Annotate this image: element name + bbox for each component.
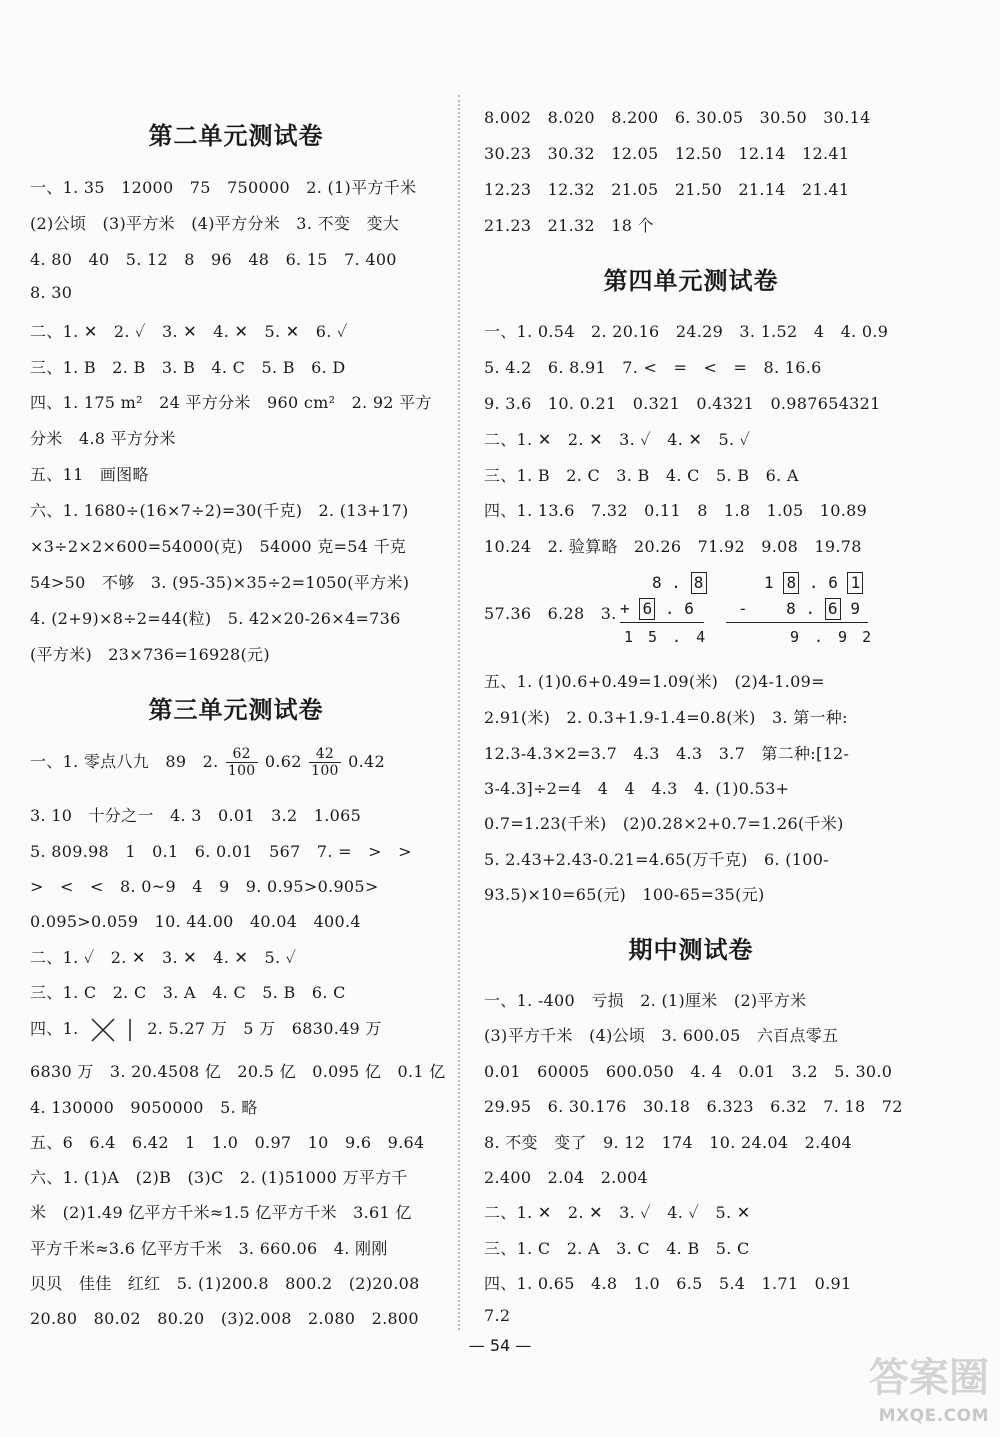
answer-line: 4. 130000 9050000 5. 略 <box>30 1098 258 1117</box>
answer-line: 三、1. C 2. C 3. A 4. C 5. B 6. C <box>30 983 346 1002</box>
section-title-unit4: 第四单元测试卷 <box>603 266 779 295</box>
digit: 9 <box>850 599 860 618</box>
answer-line: 12.23 12.32 21.05 21.50 21.14 21.41 <box>484 180 850 199</box>
fraction-numerator: 62 <box>226 746 258 763</box>
answer-line: 三、1. B 2. B 3. B 4. C 5. B 6. D <box>30 358 346 377</box>
answer-line: 0.095>0.059 10. 44.00 40.04 400.4 <box>30 912 361 931</box>
digit: 1 <box>764 573 774 592</box>
fraction <box>226 746 258 779</box>
answer-line: 93.5)×10=65(元) 100-65=35(元) <box>484 885 765 904</box>
answer-text: 一、1. 零点八九 89 2. <box>30 752 219 771</box>
minus-sign: - <box>738 599 748 618</box>
answer-line-fractions <box>30 746 385 779</box>
answer-line: 0.01 60005 600.050 4. 4 0.01 3.2 5. 30.0 <box>484 1062 893 1081</box>
answer-line: 4. (2+9)×8÷2=44(粒) 5. 42×20-26×4=736 <box>30 609 401 628</box>
answer-text: 0.62 <box>264 752 302 771</box>
digit: 6 <box>684 599 694 618</box>
answer-line: 2.91(米) 2. 0.3+1.9-1.4=0.8(米) 3. 第一种: <box>484 708 848 727</box>
answer-line-diagram <box>30 1016 382 1043</box>
filled-box: 8 <box>783 572 799 594</box>
answer-line: 20.80 80.02 80.20 (3)2.008 2.080 2.800 <box>30 1309 419 1328</box>
answer-line: 21.23 21.32 18 个 <box>484 216 654 235</box>
answer-line: ×3÷2×2×600=54000(克) 54000 克=54 千克 <box>30 537 407 556</box>
answer-line: 米 (2)1.49 亿平方千米≈1.5 亿平方千米 3.61 亿 <box>30 1203 412 1222</box>
answer-line: 8. 30 <box>30 283 73 302</box>
answer-line: (2)公顷 (3)平方米 (4)平方分米 3. 不变 变大 <box>30 214 400 233</box>
page-number: — 54 — <box>468 1336 532 1355</box>
answer-line: 4. 80 40 5. 12 8 96 48 6. 15 7. 400 <box>30 250 397 269</box>
answer-line: 平方千米≈3.6 亿平方千米 3. 660.06 4. 刚刚 <box>30 1239 388 1258</box>
answer-line: > < < 8. 0~9 4 9 9. 0.95>0.905> <box>30 877 379 896</box>
answer-line: 二、1. ✕ 2. ✕ 3. ✓ 4. ✕ 5. ✓ <box>484 430 751 449</box>
vertical-subtraction: 1 8 . 6 1 - 8 . 6 9 9 . 9 2 <box>726 572 868 648</box>
section-title-unit2: 第二单元测试卷 <box>148 121 324 150</box>
answer-line: 54>50 不够 3. (95-35)×35÷2=1050(平方米) <box>30 573 410 592</box>
answer-line: 12.3-4.3×2=3.7 4.3 4.3 3.7 第二种:[12- <box>484 744 850 763</box>
answer-line: 10.24 2. 验算略 20.26 71.92 9.08 19.78 <box>484 537 862 556</box>
answer-text: 四、1. <box>30 1019 79 1038</box>
watermark-logo: 答案圈 <box>869 1355 989 1401</box>
answer-line: 5. 809.98 1 0.1 6. 0.01 567 7. = > > <box>30 842 412 861</box>
answer-line: 五、11 画图略 <box>30 465 149 484</box>
answer-line: 3-4.3]÷2=4 4 4 4.3 4. (1)0.53+ <box>484 779 790 798</box>
cross-line-icon <box>90 1017 136 1043</box>
difference-line <box>726 622 868 623</box>
section-title-midterm: 期中测试卷 <box>628 935 754 964</box>
fraction <box>309 746 341 779</box>
site-watermark <box>835 1340 995 1430</box>
answer-line: 5. 4.2 6. 8.91 7. < = < = 8. 16.6 <box>484 358 822 377</box>
digit: 8 <box>786 599 796 618</box>
answer-line: 三、1. C 2. A 3. C 4. B 5. C <box>484 1239 750 1258</box>
answer-line: (平方米) 23×736=16928(元) <box>30 645 270 664</box>
answer-line: 三、1. B 2. C 3. B 4. C 5. B 6. A <box>484 466 799 485</box>
answer-line: 二、1. ✕ 2. ✕ 3. ✓ 4. ✓ 5. ✕ <box>484 1203 751 1222</box>
answer-line: (3)平方千米 (4)公顷 3. 600.05 六百点零五 <box>484 1026 839 1045</box>
fraction-numerator: 42 <box>309 746 341 763</box>
answer-line: 9. 3.6 10. 0.21 0.321 0.4321 0.987654321 <box>484 394 881 413</box>
answer-line: 一、1. 35 12000 75 750000 2. (1)平方千米 <box>30 178 417 197</box>
answer-line: 3. 10 十分之一 4. 3 0.01 3.2 1.065 <box>30 806 362 825</box>
answer-line: 五、1. (1)0.6+0.49=1.09(米) (2)4-1.09= <box>484 672 825 691</box>
filled-box: 1 <box>847 572 863 594</box>
answer-line: 5. 2.43+2.43-0.21=4.65(万千克) 6. (100- <box>484 850 829 869</box>
answer-line: 五、6 6.4 6.42 1 1.0 0.97 10 9.6 9.64 <box>30 1133 425 1152</box>
answer-line: 2.400 2.04 2.004 <box>484 1168 649 1187</box>
answer-line: 8. 不变 变了 9. 12 174 10. 24.04 2.404 <box>484 1133 852 1152</box>
section-title-unit3: 第三单元测试卷 <box>148 695 324 724</box>
answer-line: 四、1. 13.6 7.32 0.11 8 1.8 1.05 10.89 <box>484 501 868 520</box>
answer-line: 8.002 8.020 8.200 6. 30.05 30.50 30.14 <box>484 108 871 127</box>
watermark-url: MXQE.COM <box>878 1406 989 1426</box>
digit: 8 <box>652 573 662 592</box>
vertical-addition: 8 . 8 + 6 . 6 1 5 . 4 <box>620 573 706 646</box>
answer-line: 六、1. 1680÷(16×7÷2)=30(千克) 2. (13+17) <box>30 501 409 520</box>
answer-line: 二、1. ✓ 2. ✕ 3. ✕ 4. ✕ 5. ✓ <box>30 948 297 967</box>
answer-line: 7.2 <box>484 1306 511 1325</box>
answer-line: 二、1. ✕ 2. ✓ 3. ✕ 4. ✕ 5. ✕ 6. ✓ <box>30 322 348 341</box>
filled-box: 6 <box>825 598 841 620</box>
fraction-denominator: 100 <box>227 763 256 779</box>
sum-line <box>620 622 704 623</box>
answer-line: 29.95 6. 30.176 30.18 6.323 6.32 7. 18 72 <box>484 1097 903 1116</box>
answer-text: 0.42 <box>348 752 385 771</box>
answer-line: 6830 万 3. 20.4508 亿 20.5 亿 0.095 亿 0.1 亿 <box>30 1062 446 1081</box>
column-divider <box>458 95 460 1330</box>
fraction-denominator: 100 <box>311 763 339 779</box>
answer-line: 一、1. 0.54 2. 20.16 24.29 3. 1.52 4 4. 0.9 <box>484 322 889 341</box>
filled-box: 6 <box>639 598 655 620</box>
filled-box: 8 <box>691 572 707 594</box>
answer-line: 四、1. 0.65 4.8 1.0 6.5 5.4 1.71 0.91 <box>484 1274 852 1293</box>
answer-line: 0.7=1.23(千米) (2)0.28×2+0.7=1.26(千米) <box>484 814 844 833</box>
digit: 6 <box>828 573 838 592</box>
answer-line: 一、1. -400 亏损 2. (1)厘米 (2)平方米 <box>484 991 807 1010</box>
answer-line: 30.23 30.32 12.05 12.50 12.14 12.41 <box>484 144 850 163</box>
cross-and-line-diagram <box>90 1017 136 1043</box>
answer-line: 四、1. 175 m² 24 平方分米 960 cm² 2. 92 平方 <box>30 393 432 412</box>
answer-text: 2. 5.27 万 5 万 6830.49 万 <box>147 1019 382 1038</box>
plus-sign: + <box>620 599 630 618</box>
difference-result: 9 . 9 2 <box>790 628 872 646</box>
sum-result: 1 5 . 4 <box>624 628 706 646</box>
answer-line: 分米 4.8 平方分米 <box>30 429 176 448</box>
answer-line: 六、1. (1)A (2)B (3)C 2. (1)51000 万平方千 <box>30 1168 408 1187</box>
answer-text: 57.36 6.28 3. <box>484 604 617 623</box>
answer-line: 贝贝 佳佳 红红 5. (1)200.8 800.2 (2)20.08 <box>30 1274 420 1293</box>
